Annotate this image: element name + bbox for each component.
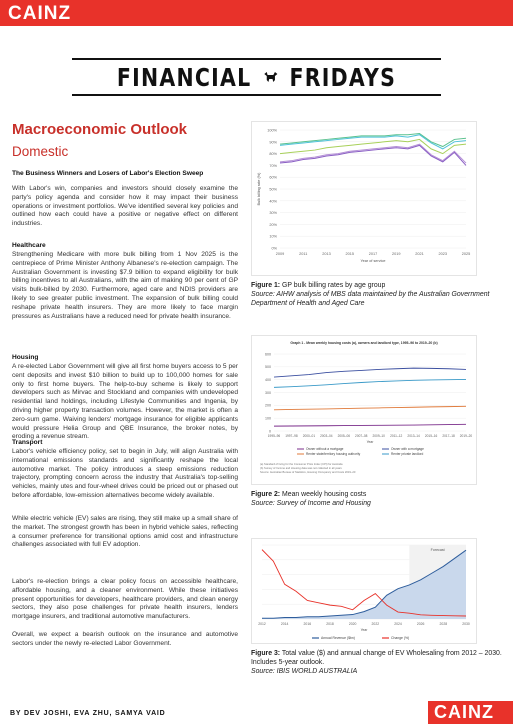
chart3-x-tick: 2024 [394,622,402,626]
masthead-left: FINANCIAL [116,63,252,92]
chart2-x-tick: 2017–18 [442,434,455,438]
chart2-title: Graph 1 - Mean weekly housing costs (a), owners and landlord type, 1995–96 to 2019–20 (b) [290,341,438,345]
chart1-y-tick: 0% [271,246,277,251]
masthead-rule-bottom [72,94,441,96]
article-intro: With Labor's win, companies and investors should closely examine the party's policy agenda and consider how it may impact their business operations or investment portfolios. We've identified several key policies and outlined how each could have a positive or negative effect on different industries. [12,185,238,228]
chart2-x-tick: 2019–20 [459,434,473,438]
top-brand-bar [0,0,513,26]
chart1-y-tick: 100% [267,128,277,133]
chart2-y-tick: 200 [265,403,271,408]
chart1-y-label: Bulk billing rate (%) [257,172,261,206]
chart1-y-tick: 50% [269,187,277,192]
chart1-x-label: Year of service [360,259,386,263]
chart1-x-tick: 2023 [438,252,447,256]
chart2-x-tick: 2013–14 [407,434,420,438]
figure-3-source: Source: IBIS WORLD AUSTRALIA [251,668,358,675]
healthcare-heading: Healthcare [12,242,46,249]
chart1-y-tick: 30% [269,211,277,216]
chart1-x-tick: 2009 [275,252,285,256]
chart1-x-tick: 2015 [345,252,354,256]
bottom-brand-bar [428,701,513,724]
chart1-x-tick: 2025 [461,252,471,256]
chart2-y-tick: 300 [265,390,271,395]
chart2-y-tick: 100 [265,416,271,421]
summary-paragraph: Labor's re-election brings a clear policy focus on accessible healthcare, affordable housing, and a cleaner environment. While these initiatives present opportunities for developers, healthcare providers, and clean energy sectors, they also pose challenges for private health insurers, lenders mortgage insurers, and traditional automotive manufacturers. [12,578,238,621]
chart3-x-tick: 2026 [416,622,425,626]
chart2-x-tick: 2003–04 [320,434,333,438]
housing-paragraph: A re-elected Labor Government will give all first home buyers access to 5 per cent deposits and invest $10 billion to build up to 100,000 homes for sale only to first home buyers. The help-to-buy scheme is likely to support developers such as Mirvac and Stockland and companies with undeveloped residential land holdings, including Lifestyle Communities and Ingenia, by driving higher property transaction volumes. However, the market is often a zero-sum game. Waiving lenders' mortgage insurance for eligible applicants would pressure Helia Group and QBE Insurance, the broker notes, by eroding a revenue stream. [12,363,238,441]
brand-logo-bottom: CAINZ [434,702,494,722]
chart3-x-tick: 2018 [326,622,334,626]
chart2-x-tick: 2011–12 [390,434,403,438]
figure-2-svg [252,336,476,484]
chart1-y-tick: 20% [269,222,277,227]
figure-1-source: Source: AIHW analysis of MBS data maintained by the Australian Government Department of Health and Aged Care [251,291,490,307]
chart2-series-line [274,368,466,377]
chart1-series-line [280,134,466,147]
healthcare-paragraph: Strengthening Medicare with more bulk billing from 1 Nov 2025 is the centrepiece of Prime Minister Anthony Albanese's re-election campaign. The Australian Government is investing $7.9 billion to expand eligibility for bulk billing incentives to all Australians, with the aim of making 90 per cent of GP visits bulk-billed by 2030. Furthermore, aged care and NDIS providers are likely to see greater public investment. The expansion of bulk billing could reshape private health insurers. They are more likely to face margin pressures as Australians have a reduced need for private health insurance. [12,251,238,320]
masthead-rule-top [72,58,441,60]
figure-3-label: Figure 3: [251,650,281,657]
chart3-forecast-label: Forecast [430,548,445,552]
figure-2-label: Figure 2: [251,491,281,498]
chart3-legend-label: Change (%) [391,636,410,640]
figure-2-chart [251,335,477,485]
chart2-legend-label: Renter state/territory housing authority [306,452,361,456]
figure-1-caption [251,281,511,308]
brand-logo: CAINZ [8,3,72,24]
chart3-x-tick: 2022 [371,622,380,626]
chart3-x-tick: 2016 [303,622,312,626]
chart2-y-tick: 0 [269,429,271,434]
chart3-legend-label: Annual Revenue ($bn) [321,636,355,640]
figure-3-caption [251,649,511,676]
chart1-y-tick: 60% [269,175,277,180]
chart1-y-tick: 90% [269,140,277,145]
chart1-y-tick: 70% [269,163,277,168]
chart1-x-tick: 2011 [299,252,308,256]
chart3-x-tick: 2028 [439,622,448,626]
chart2-x-label: Year [366,440,374,444]
figure-2-caption [251,490,511,508]
figure-2-source: Source: Survey of Income and Housing [251,500,371,507]
chart2-series-line [274,424,466,426]
figure-1-text: GP bulk billing rates by age group [282,282,386,289]
chart2-x-tick: 2009–10 [372,434,385,438]
figure-3-svg [252,539,476,643]
chart2-x-tick: 2015–16 [424,434,438,438]
outlook-paragraph: Overall, we expect a bearish outlook on the insurance and automotive sectors under the newly re-elected Labor Government. [12,631,238,647]
masthead [46,63,467,92]
chart2-series-line [274,406,466,409]
chart1-x-tick: 2021 [415,252,424,256]
chart2-y-tick: 600 [265,352,271,357]
page-title: Macroeconomic Outlook [12,121,188,138]
chart1-y-tick: 40% [269,199,277,204]
chart3-x-tick: 2014 [280,622,289,626]
figure-2-text: Mean weekly housing costs [282,491,367,498]
transport-paragraph-2: While electric vehicle (EV) sales are rising, they still make up a small share of the market. The strongest growth has been in hybrid vehicle sales, reflecting a consumer preference for transitional options amid cost and infrastructure challenges associated with full EV adoption. [12,515,238,549]
chart2-x-tick: 1997–98 [285,434,298,438]
chart2-x-tick: 2007–08 [355,434,368,438]
transport-paragraph-1: Labor's vehicle efficiency policy, set to begin in July, will align Australia with international emissions standards and significantly reshape the local automotive market. The policy introduces a steep emissions reduction trajectory, prompting concern across the industry that Australia's top-selling vehicles, mainly utes and four-wheel drives could be priced out or phased out before affordable, low-emission alternatives become widely available. [12,448,238,499]
chart1-series-line [280,145,466,165]
figure-3-text: Total value ($) and annual change of EV Wholesaling from 2012 – 2030. Includes 5-year outlook. [251,650,502,666]
transport-heading: Transport [12,439,43,446]
chart2-note: Source: Australian Bureau of Statistics, Housing Occupancy and Costs 2019–20 [260,471,356,474]
chart2-y-tick: 500 [265,365,271,370]
chart2-x-tick: 2000–01 [302,434,316,438]
figure-1-svg [252,122,476,275]
chart2-series-line [274,379,466,387]
chart1-y-tick: 10% [269,234,277,239]
chart3-x-label: Year [360,628,368,632]
section-title: Domestic [12,144,69,159]
chart1-x-tick: 2013 [322,252,331,256]
chart1-y-tick: 80% [269,152,277,157]
chart1-x-tick: 2019 [392,252,401,256]
chart2-note: (b) Survey of Income and Housing data was not collected in all years [260,467,342,470]
chart2-legend-label: Owner without a mortgage [306,447,344,451]
chart2-note: (a) Standard of living for the Consumer Price Index (CPI) for Australia [260,463,343,466]
chart3-x-tick: 2030 [462,622,470,626]
housing-heading: Housing [12,354,39,361]
chart2-legend-label: Renter private landlord [391,452,424,456]
chart3-x-tick: 2012 [258,622,266,626]
bull-icon [263,71,278,87]
chart2-y-tick: 400 [265,378,271,383]
chart3-x-tick: 2020 [348,622,357,626]
figure-1-label: Figure 1: [251,282,281,289]
chart2-legend-label: Owner with a mortgage [391,447,424,451]
chart2-x-tick: 2005–06 [337,434,351,438]
chart1-x-tick: 2017 [368,252,378,256]
article-headline: The Business Winners and Losers of Labor's Election Sweep [12,170,204,177]
figure-1-chart [251,121,477,276]
authors-byline: BY DEV JOSHI, EVA ZHU, SAMYA VAID [10,710,166,717]
chart2-x-tick: 1995–96 [267,434,281,438]
masthead-right: FRIDAYS [289,63,397,92]
figure-3-chart [251,538,477,644]
